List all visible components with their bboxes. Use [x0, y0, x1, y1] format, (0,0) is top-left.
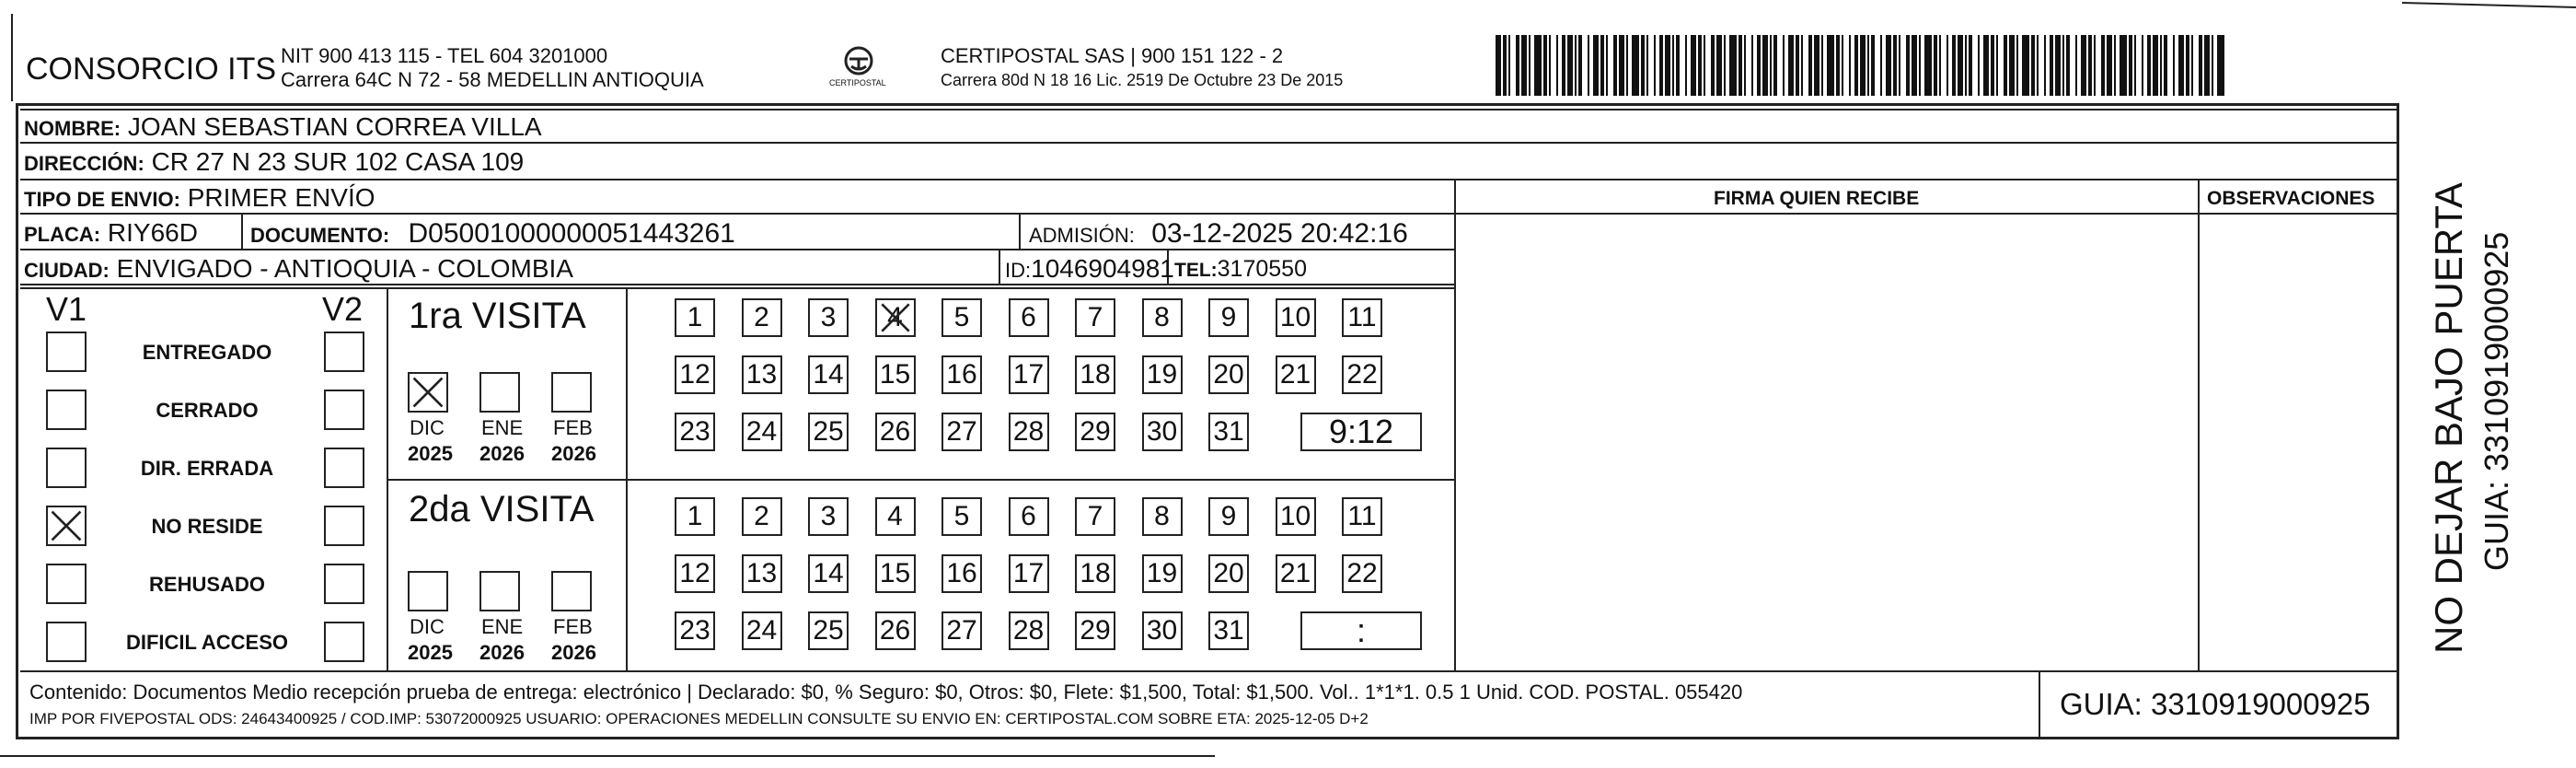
- second-visit-day-25[interactable]: 25: [808, 611, 849, 650]
- first-visit-day-19[interactable]: 19: [1142, 355, 1183, 394]
- logo-text: CERTIPOSTAL: [829, 78, 886, 87]
- second-visit-day-20[interactable]: 20: [1208, 554, 1249, 593]
- v2-checkbox-4[interactable]: [324, 564, 364, 604]
- company-name: CONSORCIO ITS: [26, 52, 277, 87]
- first-visit-day-17[interactable]: 17: [1009, 355, 1049, 394]
- ciudad-label: CIUDAD:: [24, 259, 110, 282]
- placa-field: [24, 220, 198, 246]
- first-visit-day-12[interactable]: 12: [675, 355, 715, 394]
- first-visit-day-13[interactable]: 13: [742, 355, 782, 394]
- first-visit-day-30[interactable]: 30: [1142, 413, 1183, 451]
- second-visit-day-27[interactable]: 27: [941, 611, 982, 650]
- first-visit-day-24[interactable]: 24: [742, 413, 782, 451]
- carrier-line-1: CERTIPOSTAL SAS | 900 151 122 - 2: [941, 44, 1284, 67]
- second-visit-day-6[interactable]: 6: [1009, 497, 1049, 536]
- first-visit-day-9[interactable]: 9: [1208, 298, 1249, 337]
- second-visit-day-9[interactable]: 9: [1208, 497, 1249, 536]
- first-visit-month-checkbox-feb[interactable]: [551, 372, 592, 413]
- first-visit-day-14[interactable]: 14: [808, 355, 849, 394]
- footer-content-line: Contenido: Documentos Medio recepción prueba de entrega: electrónico | Declarado: $0, % Seguro: $0, Otros: $0, Flete: $1,500, Total: $1,500. Vol.. 1*1*1. 0.5 1 Unid. COD. POSTAL. 055420: [29, 681, 1743, 704]
- second-visit-day-17[interactable]: 17: [1009, 554, 1049, 593]
- second-visit-month-label: FEB: [553, 615, 593, 638]
- first-visit-day-27[interactable]: 27: [941, 413, 982, 451]
- ciudad-field: [24, 256, 573, 282]
- tipo-label: TIPO DE ENVIO:: [24, 188, 180, 211]
- v2-checkbox-0[interactable]: [324, 332, 364, 372]
- second-visit-day-31[interactable]: 31: [1208, 611, 1249, 650]
- nombre-value: JOAN SEBASTIAN CORREA VILLA: [127, 112, 542, 141]
- side-warning: NO DEJAR BAJO PUERTA: [2427, 182, 2470, 654]
- second-visit-day-18[interactable]: 18: [1075, 554, 1115, 593]
- first-visit-day-28[interactable]: 28: [1009, 413, 1049, 451]
- status-label: ENTREGADO: [142, 341, 272, 364]
- side-guia: GUIA: 3310919000925: [2478, 231, 2515, 571]
- second-visit-day-12[interactable]: 12: [675, 554, 715, 593]
- documento-field: [250, 220, 735, 248]
- v2-checkbox-2[interactable]: [324, 448, 364, 488]
- first-visit-day-23[interactable]: 23: [675, 413, 715, 451]
- second-visit-month-label: DIC: [410, 615, 445, 638]
- second-visit-day-26[interactable]: 26: [875, 611, 916, 650]
- first-visit-day-1[interactable]: 1: [675, 298, 715, 337]
- first-visit-day-4[interactable]: 4: [875, 298, 916, 337]
- second-visit-day-22[interactable]: 22: [1342, 554, 1382, 593]
- v2-checkbox-1[interactable]: [324, 390, 364, 430]
- first-visit-day-22[interactable]: 22: [1342, 355, 1382, 394]
- tel-label: TEL:: [1174, 260, 1218, 281]
- second-visit-title: 2da VISITA: [409, 489, 595, 529]
- status-label: DIR. ERRADA: [140, 457, 274, 480]
- direccion-label: DIRECCIÓN:: [24, 152, 144, 175]
- first-visit-day-11[interactable]: 11: [1342, 298, 1382, 337]
- second-visit-year-label: 2025: [408, 641, 453, 664]
- second-visit-year-label: 2026: [551, 641, 596, 664]
- nombre-label: NOMBRE:: [24, 117, 121, 140]
- carrier-line-2: Carrera 80d N 18 16 Lic. 2519 De Octubre 23 De 2015: [941, 71, 1344, 89]
- admision-label: ADMISIÓN:: [1029, 224, 1135, 247]
- company-line-1: NIT 900 413 115 - TEL 604 3201000: [281, 44, 608, 67]
- first-visit-day-5[interactable]: 5: [941, 298, 982, 337]
- tipo-row: [24, 185, 375, 211]
- observaciones-header: OBSERVACIONES: [2207, 188, 2375, 209]
- first-visit-day-21[interactable]: 21: [1276, 355, 1316, 394]
- first-visit-month-label: FEB: [553, 416, 593, 439]
- second-visit-day-3[interactable]: 3: [808, 497, 849, 536]
- first-visit-year-label: 2026: [479, 442, 525, 465]
- first-visit-day-3[interactable]: 3: [808, 298, 849, 337]
- second-visit-day-4[interactable]: 4: [875, 497, 916, 536]
- second-visit-month-checkbox-feb[interactable]: [551, 571, 592, 611]
- second-visit-day-2[interactable]: 2: [742, 497, 782, 536]
- tel-value: 3170550: [1217, 256, 1307, 282]
- second-visit-day-15[interactable]: 15: [875, 554, 916, 593]
- v1-checkbox-0[interactable]: [46, 332, 87, 372]
- admision-field: [1029, 220, 1408, 248]
- documento-value: D05001000000051443261: [408, 218, 735, 249]
- direccion-value: CR 27 N 23 SUR 102 CASA 109: [151, 147, 525, 176]
- first-visit-day-8[interactable]: 8: [1142, 298, 1183, 337]
- second-visit-time-box[interactable]: :: [1300, 611, 1422, 650]
- status-label: CERRADO: [156, 399, 259, 422]
- first-visit-month-checkbox-dic[interactable]: [408, 372, 448, 413]
- second-visit-day-28[interactable]: 28: [1009, 611, 1049, 650]
- first-visit-year-label: 2026: [551, 442, 596, 465]
- ciudad-value: ENVIGADO - ANTIOQUIA - COLOMBIA: [116, 254, 573, 283]
- tipo-value: PRIMER ENVÍO: [187, 183, 375, 212]
- firma-header: FIRMA QUIEN RECIBE: [1714, 188, 1920, 209]
- second-visit-month-checkbox-ene[interactable]: [479, 571, 520, 611]
- v2-checkbox-3[interactable]: [324, 506, 364, 546]
- first-visit-month-checkbox-ene[interactable]: [479, 372, 520, 413]
- first-visit-month-label: DIC: [410, 416, 445, 439]
- second-visit-day-5[interactable]: 5: [941, 497, 982, 536]
- second-visit-day-19[interactable]: 19: [1142, 554, 1183, 593]
- second-visit-day-1[interactable]: 1: [675, 497, 715, 536]
- id-value: 1046904981: [1031, 254, 1174, 283]
- second-visit-day-11[interactable]: 11: [1342, 497, 1382, 536]
- footer-print-line: IMP POR FIVEPOSTAL ODS: 24643400925 / COD.IMP: 53072000925 USUARIO: OPERACIONES MEDELLIN CONSULTE SU ENVIO EN: CERTIPOSTAL.COM SOBRE ETA: 2025-12-05 D+2: [29, 710, 1369, 727]
- v2-label: V2: [322, 290, 364, 328]
- first-visit-day-6[interactable]: 6: [1009, 298, 1049, 337]
- placa-label: PLACA:: [24, 223, 101, 246]
- second-visit-day-7[interactable]: 7: [1075, 497, 1115, 536]
- v1-checkbox-4[interactable]: [46, 564, 87, 604]
- first-visit-day-2[interactable]: 2: [742, 298, 782, 337]
- second-visit-year-label: 2026: [479, 641, 525, 664]
- second-visit-day-10[interactable]: 10: [1276, 497, 1316, 536]
- second-visit-day-8[interactable]: 8: [1142, 497, 1183, 536]
- second-visit-day-21[interactable]: 21: [1276, 554, 1316, 593]
- id-label: ID:: [1005, 259, 1032, 282]
- first-visit-title: 1ra VISITA: [409, 296, 586, 336]
- first-visit-day-31[interactable]: 31: [1208, 413, 1249, 451]
- v1-checkbox-1[interactable]: [46, 390, 87, 430]
- id-field: [1005, 256, 1174, 282]
- v1-label: V1: [46, 290, 87, 328]
- v1-checkbox-2[interactable]: [46, 448, 87, 488]
- footer-guia: GUIA: 3310919000925: [2060, 687, 2371, 721]
- second-visit-day-29[interactable]: 29: [1075, 611, 1115, 650]
- placa-value: RIY66D: [107, 218, 198, 247]
- first-visit-day-29[interactable]: 29: [1075, 413, 1115, 451]
- second-visit-month-label: ENE: [481, 615, 524, 638]
- v1-checkbox-5[interactable]: [46, 622, 87, 662]
- second-visit-day-14[interactable]: 14: [808, 554, 849, 593]
- v2-checkbox-5[interactable]: [324, 622, 364, 662]
- first-visit-day-16[interactable]: 16: [941, 355, 982, 394]
- second-visit-day-13[interactable]: 13: [742, 554, 782, 593]
- first-visit-day-25[interactable]: 25: [808, 413, 849, 451]
- status-label: REHUSADO: [149, 573, 265, 596]
- second-visit-day-30[interactable]: 30: [1142, 611, 1183, 650]
- first-visit-day-7[interactable]: 7: [1075, 298, 1115, 337]
- first-visit-day-20[interactable]: 20: [1208, 355, 1249, 394]
- status-label: NO RESIDE: [151, 515, 263, 538]
- direccion-row: [24, 149, 524, 175]
- second-visit-day-24[interactable]: 24: [742, 611, 782, 650]
- nombre-row: [24, 114, 542, 140]
- second-visit-month-checkbox-dic[interactable]: [408, 571, 448, 611]
- first-visit-day-26[interactable]: 26: [875, 413, 916, 451]
- status-label: DIFICIL ACCESO: [125, 631, 288, 654]
- second-visit-day-16[interactable]: 16: [941, 554, 982, 593]
- company-line-2: Carrera 64C N 72 - 58 MEDELLIN ANTIOQUIA: [281, 68, 704, 91]
- first-visit-time-box[interactable]: 9:12: [1300, 413, 1422, 451]
- admision-value: 03-12-2025 20:42:16: [1151, 218, 1408, 249]
- first-visit-day-18[interactable]: 18: [1075, 355, 1115, 394]
- second-visit-day-23[interactable]: 23: [675, 611, 715, 650]
- first-visit-day-10[interactable]: 10: [1276, 298, 1316, 337]
- first-visit-day-15[interactable]: 15: [875, 355, 916, 394]
- first-visit-year-label: 2025: [408, 442, 453, 465]
- v1-checkbox-3[interactable]: [46, 506, 87, 546]
- tel-field: [1174, 258, 1307, 281]
- first-visit-month-label: ENE: [481, 416, 524, 439]
- documento-label: DOCUMENTO:: [250, 224, 390, 247]
